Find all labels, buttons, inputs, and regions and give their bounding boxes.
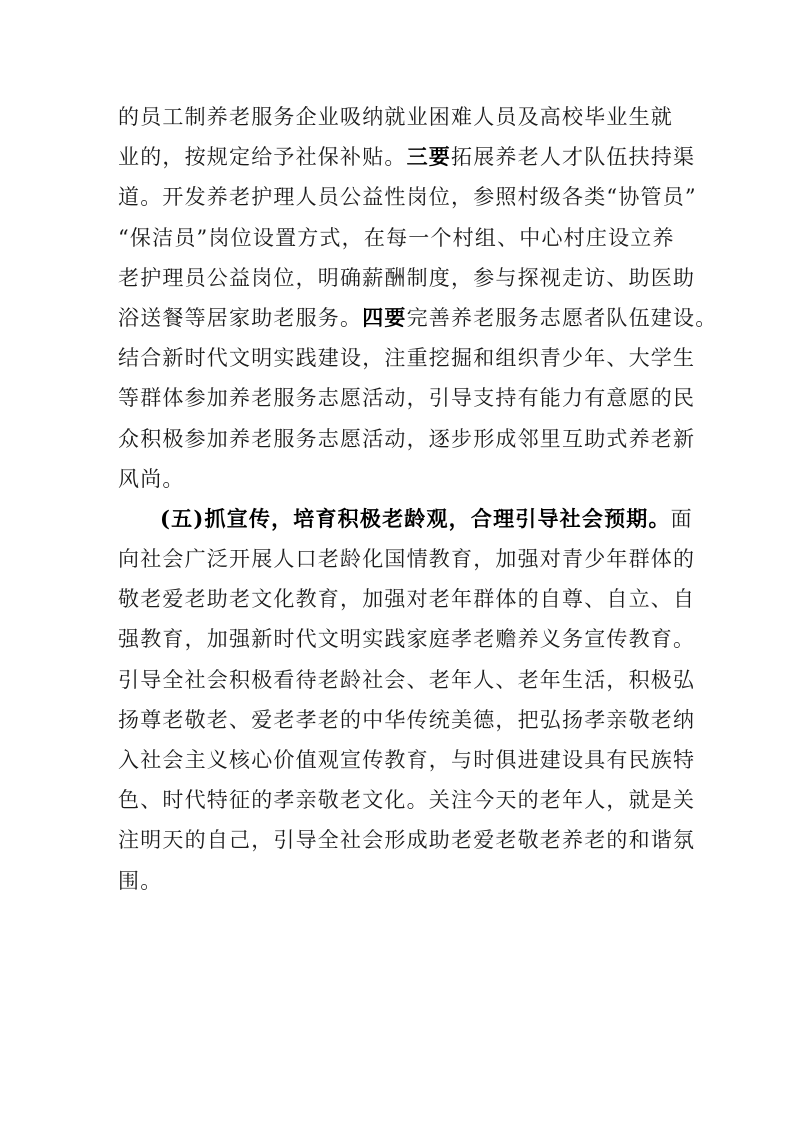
text-line: 向社会广泛开展人口老龄化国情教育，加强对青少年群体的: [118, 547, 696, 572]
text-line: 围。: [118, 868, 163, 893]
text-line: [118, 499, 693, 539]
text-run: 浴送餐等居家助老服务。: [118, 305, 363, 330]
text-line: 引导全社会积极看待老龄社会、老年人、老年生活，积极弘: [118, 667, 696, 692]
document-body: [118, 97, 718, 901]
text-line: 强教育，加强新时代文明实践家庭孝老赡养义务宣传教育。: [118, 627, 696, 652]
text-run: 拓展养老人才队伍扶持渠: [451, 145, 696, 170]
text-run: 业的，按规定给予社保补贴。: [118, 145, 407, 170]
text-line: [118, 298, 718, 338]
text-line: 风尚。: [118, 466, 185, 491]
text-line: 道。开发养老护理人员公益性岗位，参照村级各类“协管员”: [118, 185, 697, 210]
text-line: 结合新时代文明实践建设，注重挖掘和组织青少年、大学生: [118, 346, 696, 371]
text-line: “保洁员”岗位设置方式，在每一个村组、中心村庄设立养: [118, 225, 675, 250]
paragraph-talent-team: [118, 97, 718, 499]
bold-keyword: 三要: [406, 144, 452, 170]
text-line: [118, 137, 696, 177]
text-line: 敬老爱老助老文化教育，加强对老年群体的自尊、自立、自: [118, 587, 696, 612]
text-line: 的员工制养老服务企业吸纳就业困难人员及高校毕业生就: [118, 105, 673, 129]
paragraph-publicity: [118, 499, 696, 901]
bold-keyword: 四要: [362, 304, 407, 330]
text-run: 完善养老服务志愿者队伍建设。: [406, 305, 718, 330]
text-line: 入社会主义核心价值观宣传教育，与时俱进建设具有民族特: [118, 748, 696, 772]
text-line: 注明天的自己，引导全社会形成助老爱老敬老养老的和谐氛: [118, 828, 696, 853]
text-line: 色、时代特征的孝亲敬老文化。关注今天的老年人，就是关: [118, 788, 696, 813]
text-line: 众积极参加养老服务志愿活动，逐步形成邻里互助式养老新: [118, 426, 696, 451]
section-heading: (五)抓宣传，培育积极老龄观，合理引导社会预期。: [160, 505, 671, 531]
text-line: 等群体参加养老服务志愿活动，引导支持有能力有意愿的民: [118, 386, 696, 411]
text-line: 老护理员公益岗位，明确薪酬制度，参与探视走访、助医助: [118, 265, 696, 290]
text-line: 扬尊老敬老、爱老孝老的中华传统美德，把弘扬孝亲敬老纳: [118, 707, 696, 732]
text-run: 面: [670, 506, 693, 531]
